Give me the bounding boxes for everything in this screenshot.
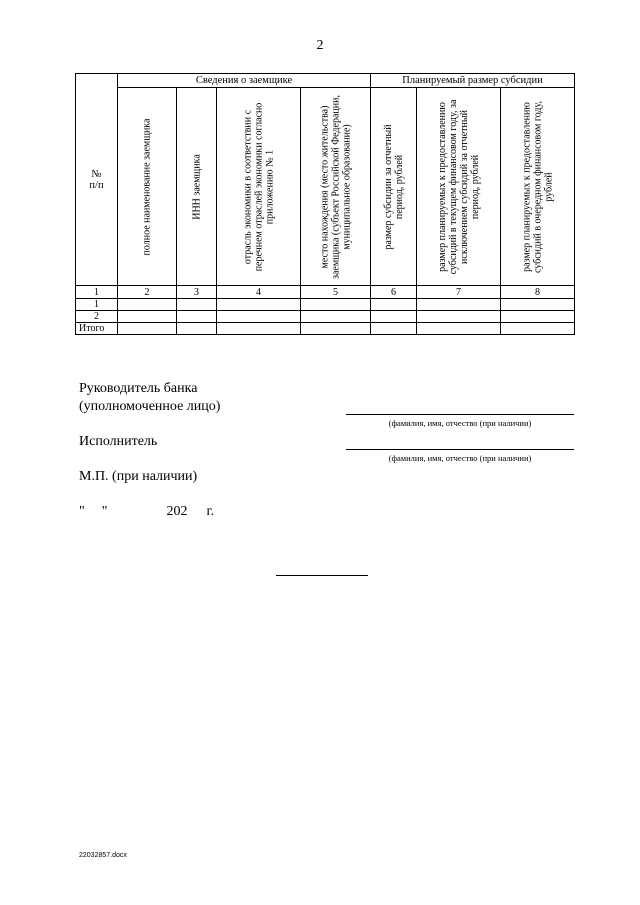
subsidy-table	[75, 73, 575, 335]
bank-head-label: Руководитель банка	[79, 381, 198, 396]
column-number-6: 6	[371, 286, 417, 299]
table-cell	[417, 323, 501, 335]
table-cell	[301, 323, 371, 335]
table-cell	[417, 299, 501, 311]
page-number: 2	[316, 38, 324, 53]
header-col-6	[371, 88, 417, 286]
bank-head-signature-line	[346, 414, 574, 415]
table-cell	[177, 323, 217, 335]
table-cell	[371, 323, 417, 335]
table-cell	[501, 311, 575, 323]
date-line	[79, 504, 214, 520]
date-year: 202	[166, 504, 188, 519]
table-cell	[177, 311, 217, 323]
executor-label: Исполнитель	[79, 434, 158, 449]
table-cell	[301, 311, 371, 323]
header-col-5	[301, 88, 371, 286]
header-number	[76, 74, 118, 286]
column-number-3: 3	[177, 286, 217, 299]
column-number-7: 7	[417, 286, 501, 299]
table-cell	[118, 323, 177, 335]
header-number-label: п/п	[89, 179, 104, 191]
header-number-sign: №	[91, 168, 102, 180]
table-cell	[301, 299, 371, 311]
header-col-4-text: отрасль экономики в соответствии с перечнем отраслей экономики согласно приложению № 1	[242, 102, 275, 271]
end-separator-line	[276, 575, 368, 576]
table-cell	[177, 299, 217, 311]
header-col-5-text: место нахождения (место жительства) заемщика (субъект Российской Федерации, муниципальное образование)	[319, 94, 352, 279]
stamp-label: М.П. (при наличии)	[79, 469, 198, 484]
column-number-2: 2	[118, 286, 177, 299]
table-row	[76, 311, 575, 323]
table-cell	[371, 299, 417, 311]
column-number-4: 4	[217, 286, 301, 299]
authorized-person-label: (уполномоченное лицо)	[79, 399, 221, 414]
header-col-7-text: размер планируемых к предоставлению субсидий в текущем финансовом году, за исключением субсидий за отчетный период, рублей	[436, 99, 481, 274]
table-cell	[217, 311, 301, 323]
table-cell	[371, 311, 417, 323]
date-quote-open: "	[79, 504, 85, 519]
table-cell	[417, 311, 501, 323]
total-label: Итого	[76, 323, 118, 335]
column-number-5: 5	[301, 286, 371, 299]
table-cell	[118, 311, 177, 323]
table-cell	[217, 299, 301, 311]
header-col-2	[118, 88, 177, 286]
row-number: 2	[76, 311, 118, 323]
column-number-1: 1	[76, 286, 118, 299]
header-col-7	[417, 88, 501, 286]
footer-file-name: 22032857.docx	[79, 852, 127, 859]
header-col-3-text: ИНН заемщика	[191, 153, 202, 220]
date-quote-close: "	[101, 504, 108, 519]
table-cell	[501, 299, 575, 311]
executor-signature-line	[346, 449, 574, 450]
table-cell	[118, 299, 177, 311]
date-suffix: г.	[206, 504, 215, 519]
header-col-8-text: размер планируемых к предоставлению субсидий в очередном финансовом году, рублей	[521, 100, 554, 273]
table-cell	[501, 323, 575, 335]
header-col-6-text: размер субсидии за отчетный период, рублей	[382, 123, 405, 250]
row-number: 1	[76, 299, 118, 311]
header-group-borrower: Сведения о заемщике	[118, 74, 371, 88]
table-row	[76, 299, 575, 311]
header-col-4	[217, 88, 301, 286]
table-row-total	[76, 323, 575, 335]
executor-caption: (фамилия, имя, отчество (при наличии)	[388, 453, 532, 463]
table-cell	[217, 323, 301, 335]
bank-head-caption: (фамилия, имя, отчество (при наличии)	[388, 418, 532, 428]
column-number-8: 8	[501, 286, 575, 299]
header-col-3	[177, 88, 217, 286]
header-col-8	[501, 88, 575, 286]
header-group-subsidy: Планируемый размер субсидии	[371, 74, 575, 88]
header-col-2-text: полное наименование заемщика	[141, 118, 153, 255]
